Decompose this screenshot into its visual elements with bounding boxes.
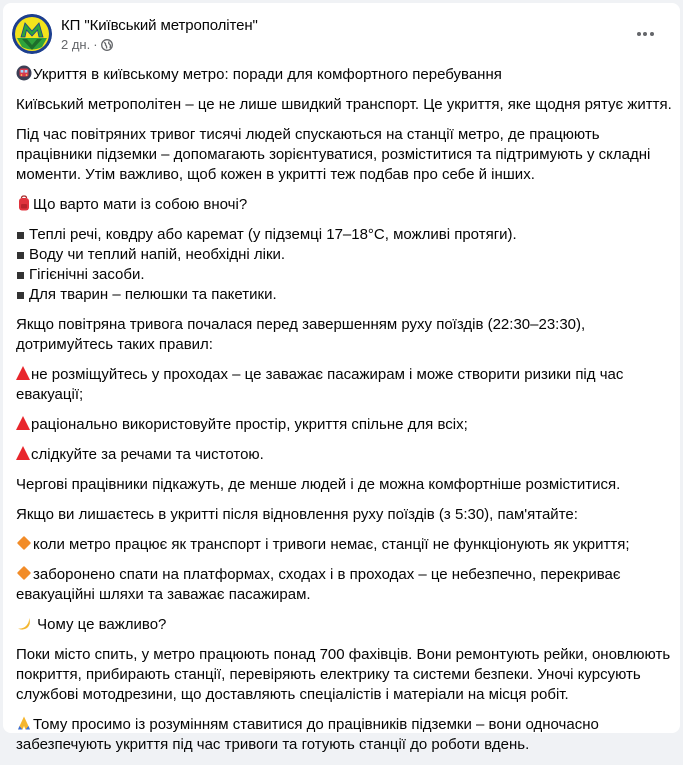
paragraph-1: Під час повітряних тривог тисячі людей спускаються на станції метро, де працюють працівники підземки – допомагають зорієнтуватися, розміститися та підтримують у складні моменти. Утім важливо, щоб кожен в укритті теж подбав про себе й інших. [16,126,651,183]
list-item: Воду чи теплий напій, необхідні ліки. [16,245,676,265]
more-options-button[interactable] [632,24,658,44]
note-item: заборонено спати на платформах, сходах і в проходах – це небезпечно, перекриває евакуаційні шляхи та заважає пасажирам. [16,566,621,603]
dot [637,32,641,36]
list-item: Гігієнічні засоби. [16,265,676,285]
red-triangle-icon [16,416,30,430]
bullet-square-icon [17,232,24,239]
question-why-important: Чому це важливо? [16,615,676,635]
crescent-moon-icon [16,615,32,631]
page-avatar[interactable] [12,14,52,54]
dot [643,32,647,36]
closing-paragraph: Тому просимо із розумінням ставитися до працівників підземки – вони одночасно забезпечують укриття під час тривоги та готують станції до роботи вдень. [16,716,599,753]
rule-item: слідкуйте за речами та чистотою. [16,445,676,465]
orange-diamond-icon [17,566,31,580]
bullet-square-icon [17,272,24,279]
paragraph-2: Якщо повітряна тривога почалася перед завершенням руху поїздів (22:30–23:30), дотримуйтесь таких правил: [16,316,586,353]
post-time[interactable]: 2 дн. [61,37,91,52]
globe-icon [101,39,113,51]
kyiv-metro-logo-icon [12,14,52,54]
bring-list [16,225,676,305]
post-meta [61,37,113,52]
folded-hands-icon [16,715,32,731]
orange-diamond-icon [17,536,31,550]
post-title: Укриття в київському метро: поради для комфортного перебування [16,65,676,85]
metro-train-icon [16,65,32,81]
list-item: Для тварин – пелюшки та пакетики. [16,285,676,305]
post-header [12,14,672,58]
list-item: Теплі речі, ковдру або каремат (у підземці 17–18°C, можливі протяги). [16,225,676,245]
rule-item: не розміщуйтесь у проходах – це заважає пасажирам і може створити ризики під час евакуації; [16,366,624,403]
backpack-icon [16,195,32,211]
paragraph-3: Чергові працівники підкажуть, де менше людей і де можна комфортніше розміститися. [16,476,621,493]
post-card [3,3,680,753]
dot [650,32,654,36]
meta-separator: · [93,37,98,52]
post-body [16,65,676,765]
rule-item: раціонально використовуйте простір, укриття спільне для всіх; [16,415,676,435]
red-triangle-icon [16,366,30,380]
paragraph-4: Якщо ви лишаєтесь в укритті після відновлення руху поїздів (з 5:30), пам'ятайте: [16,506,578,523]
note-item: коли метро працює як транспорт і тривоги немає, станції не функціонують як укриття; [16,535,676,555]
question-what-to-bring: Що варто мати із собою вночі? [16,195,676,215]
red-triangle-icon [16,446,30,460]
page-name[interactable]: КП "Київський метрополітен" [61,17,258,34]
paragraph-5: Поки місто спить, у метро працюють понад 700 фахівців. Вони ремонтують рейки, оновлюють покриття, прибирають станції, перевіряють електрику та системи безпеки. Уночі курсують службові мотодрезини, що доставляють спеціалістів і матеріали на місця робіт. [16,646,671,703]
intro-paragraph: Київський метрополітен – це не лише швидкий транспорт. Це укриття, яке щодня рятує життя. [16,96,672,113]
bullet-square-icon [17,252,24,259]
bullet-square-icon [17,292,24,299]
